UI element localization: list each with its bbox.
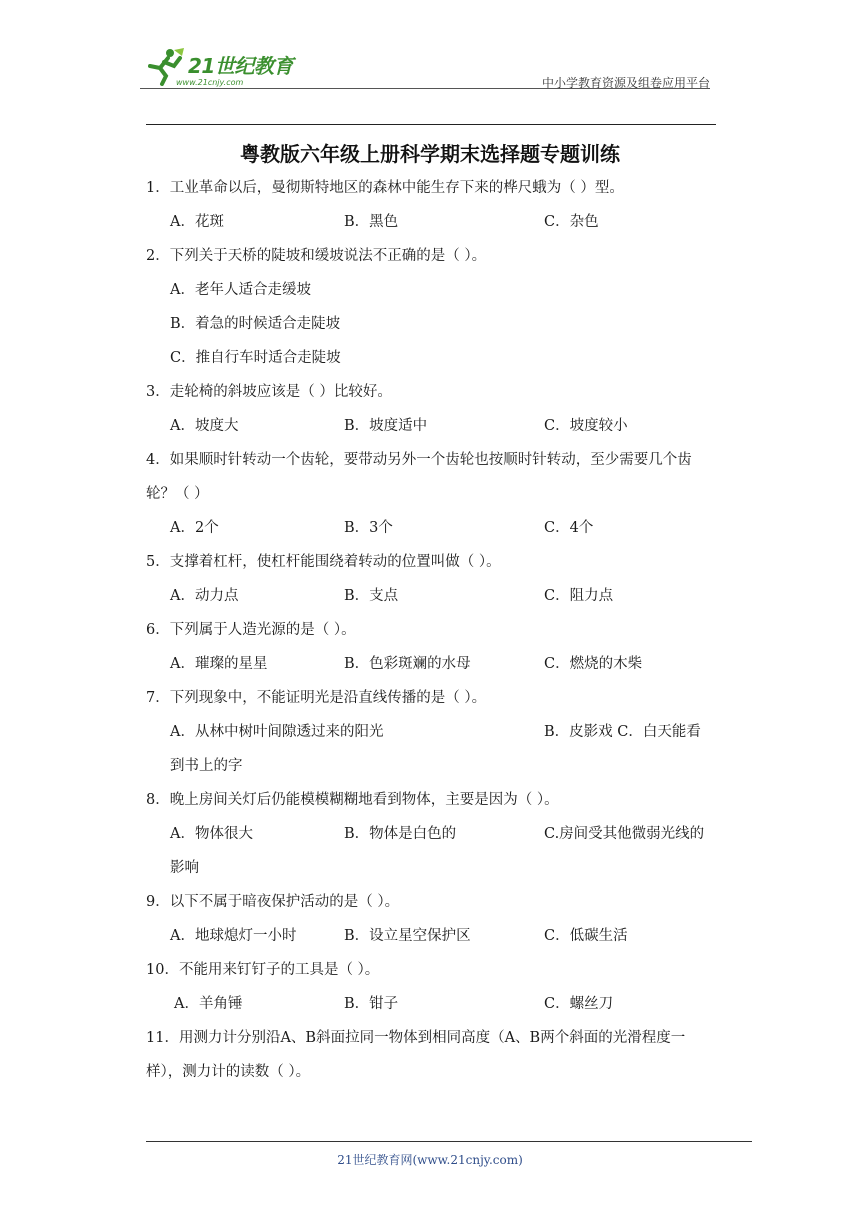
option-b-c: B．皮影戏 C．白天能看 (544, 724, 701, 740)
option-row (146, 414, 718, 448)
option-c: C．燃烧的木柴 (544, 656, 643, 672)
option-a: A．地球熄灯一小时 (170, 928, 297, 944)
question-stem: 11．用测力计分别沿A、B斜面拉同一物体到相同高度（A、B两个斜面的光滑程度一 (146, 1030, 686, 1046)
option-c: C．阻力点 (544, 588, 614, 604)
option-c: C．低碳生活 (544, 928, 628, 944)
option-a: A．动力点 (170, 588, 239, 604)
option-b: B．3个 (344, 520, 393, 536)
option-b: B．黑色 (344, 214, 399, 230)
option-c: C.房间受其他微弱光线的 (544, 826, 705, 842)
question-stem: 2．下列关于天桥的陡坡和缓坡说法不正确的是（ ）。 (146, 248, 487, 264)
option-b: B．色彩斑斓的水母 (344, 656, 471, 672)
question-stem: 6．下列属于人造光源的是（ ）。 (146, 622, 356, 638)
option-row (146, 516, 718, 550)
platform-tagline: 中小学教育资源及组卷应用平台 (541, 76, 710, 90)
header-divider (140, 88, 710, 89)
question-stem-continued: 轮？（ ） (146, 486, 209, 502)
option-row (146, 652, 718, 686)
question-stem: 5．支撑着杠杆，使杠杆能围绕着转动的位置叫做（ ）。 (146, 554, 501, 570)
option-row (146, 210, 718, 244)
option-row (146, 924, 718, 958)
option-b: B．支点 (344, 588, 399, 604)
question-stem: 8．晚上房间关灯后仍能模模糊糊地看到物体，主要是因为（ ）。 (146, 792, 559, 808)
option-a: A．2个 (170, 520, 219, 536)
footer-link[interactable]: 21世纪教育网(www.21cnjy.com) (337, 1153, 523, 1167)
question-stem: 7．下列现象中，不能证明光是沿直线传播的是（ ）。 (146, 690, 487, 706)
option-b: B．着急的时候适合走陡坡 (170, 316, 341, 332)
option-b: B．物体是白色的 (344, 826, 457, 842)
logo-text: 21世纪教育 (188, 54, 293, 78)
title-rule (146, 124, 716, 125)
option-a: A．老年人适合走缓坡 (170, 282, 311, 298)
page-header (140, 44, 716, 90)
site-logo (140, 44, 310, 90)
question-stem: 4．如果顺时针转动一个齿轮，要带动另外一个齿轮也按顺时针转动，至少需要几个齿 (146, 452, 692, 468)
option-c: C．坡度较小 (544, 418, 628, 434)
footer-divider (146, 1141, 752, 1142)
option-b: B．设立星空保护区 (344, 928, 471, 944)
option-a: A．璀璨的星星 (170, 656, 268, 672)
option-a: A．物体很大 (170, 826, 253, 842)
option-b: B．钳子 (344, 996, 399, 1012)
question-stem: 3．走轮椅的斜坡应该是（ ）比较好。 (146, 384, 392, 400)
option-c: C．推自行车时适合走陡坡 (170, 350, 341, 366)
question-stem: 9．以下不属于暗夜保护活动的是（ ）。 (146, 894, 400, 910)
option-wrap: 影响 (170, 860, 199, 876)
option-a: A．花斑 (170, 214, 224, 230)
option-row (146, 992, 718, 1026)
option-wrap: 到书上的字 (170, 758, 243, 774)
option-c: C．4个 (544, 520, 594, 536)
logo-url: www.21cnjy.com (176, 78, 244, 87)
option-a: A．坡度大 (170, 418, 239, 434)
question-stem: 1．工业革命以后，曼彻斯特地区的森林中能生存下来的桦尺蛾为（ ）型。 (146, 180, 624, 196)
page-title: 粤教版六年级上册科学期末选择题专题训练 (240, 142, 620, 166)
question-list (146, 176, 718, 1094)
option-row (146, 720, 718, 754)
question-stem-continued: 样），测力计的读数（ ）。 (146, 1064, 311, 1080)
option-row (146, 822, 718, 856)
option-b: B．坡度适中 (344, 418, 428, 434)
question-stem: 10．不能用来钉钉子的工具是（ ）。 (146, 962, 380, 978)
option-a: A．羊角锤 (174, 996, 243, 1012)
option-a: A．从林中树叶间隙透过来的阳光 (170, 724, 384, 740)
option-row (146, 584, 718, 618)
option-c: C．杂色 (544, 214, 599, 230)
option-c: C．螺丝刀 (544, 996, 614, 1012)
